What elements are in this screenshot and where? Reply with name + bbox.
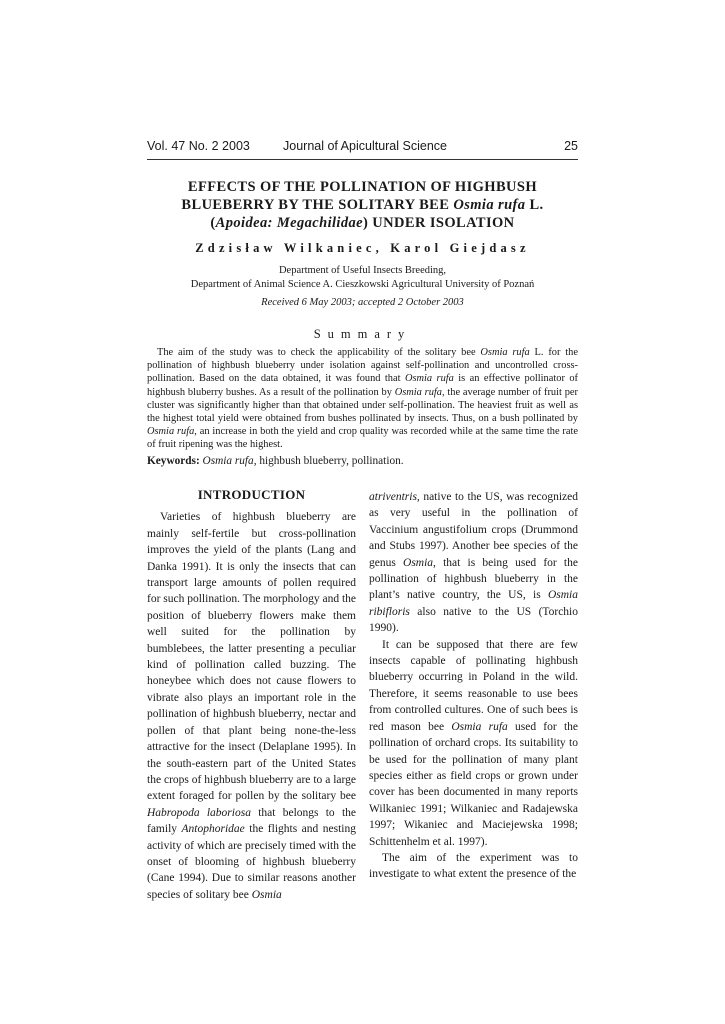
paragraph-run: , that is being used for the pollination of highbush blueberry in the plant’s native country, the US, is: [369, 556, 578, 602]
paragraph-run: Varieties of highbush blueberry are mainly self-fertile but cross-pollination improves the yield of the plants (Lang and Danka 1991). It is only the insects that can transport large amounts of pollen required for such pollination. The morphology and the position of blueberry flowers make them well suited for the pollination by bumblebees, the latter presenting a peculiar kind of pollination called buzzing. The honeybee which does not cause flowers to vibrate also plays an important role in the pollination of highbush blueberry, nectar and pollen of that plant being none-the-less attractive for the insect (Delaplane 1995). In the south-eastern part of the United States the crops of highbush blueberry are to a large extent foraged for pollen by the solitary bee: [147, 511, 356, 803]
keywords-rest: , highbush blueberry, pollination.: [253, 455, 404, 467]
introduction-heading: INTRODUCTION: [197, 487, 306, 502]
summary-text: [147, 346, 578, 452]
title-line-2: [147, 196, 578, 214]
running-header: [147, 139, 578, 160]
summary-run: The aim of the study was to check the applicability of the solitary bee: [157, 347, 481, 358]
affiliation-line-1: Department of Useful Insects Breeding,: [278, 265, 447, 276]
species-name: atriventris: [369, 491, 417, 503]
genus-name: Osmia: [403, 556, 434, 569]
authors: Zdzisław Wilkaniec, Karol Giejdasz: [195, 241, 530, 255]
title-species: Osmia rufa: [453, 197, 526, 213]
species-name: Osmia rufa: [451, 720, 508, 733]
species-name: Osmia ribifloris: [369, 589, 578, 618]
intro-paragraph-1: [147, 509, 356, 903]
title-text: BLUEBERRY BY THE SOLITARY BEE: [181, 197, 454, 213]
title-taxon: Apoidea: Megachilidae: [215, 215, 363, 231]
paragraph-run: used for the pollination of orchard crops. Its suitability to be used for the pollination of many plant species either as field crops or grown under cover has been documented in many reports Wilkaniec 1991; Wilkaniec and Radajewska 1997; Wikaniec and Maciejewska 1998; Schittenhelm et al. 1997).: [369, 720, 578, 848]
species-name: Habropoda laboriosa: [147, 806, 251, 819]
affiliation: [147, 264, 578, 292]
keywords: [147, 455, 578, 467]
article-title: [147, 178, 578, 232]
summary-run: , an increase in both the yield and crop quality was recorded while at the same time the rate of fruit ripening was the highest.: [147, 426, 578, 451]
keywords-label: Keywords:: [147, 455, 200, 467]
summary-run: is an effective pollinator of highbush bluberry bushes. As a result of the pollination by: [147, 373, 579, 398]
title-text: L.: [525, 197, 544, 213]
title-line-3: [147, 214, 578, 232]
summary-heading: Summary: [313, 327, 412, 341]
family-name: Antophoridae: [181, 823, 245, 836]
journal-volume: Vol. 47 No. 2 2003: [147, 139, 250, 153]
affiliation-line-2: Department of Animal Science A. Cieszkowski Agricultural University of Poznań: [190, 279, 535, 290]
summary-run: L. for the pollination of highbush blueberry under isolation against self-pollination and uncontrolled cross-pollination. Based on the data obtained, it was found that: [147, 347, 578, 385]
keyword-species: Osmia rufa: [202, 455, 254, 467]
title-text: (: [210, 215, 216, 231]
title-text: ) UNDER ISOLATION: [363, 215, 515, 231]
paragraph-run: , native to the US, was recognized as very useful in the pollination of Vaccinium angustifolium crops (Drummond and Stubs 1997). Another bee species of the genus: [369, 491, 578, 569]
page-number: 25: [564, 139, 578, 153]
paragraph-run: that belongs to the family: [147, 806, 356, 836]
genus-name: Osmia: [251, 888, 282, 901]
species-name: Osmia rufa: [404, 373, 454, 385]
title-line-1: EFFECTS OF THE POLLINATION OF HIGHBUSH: [187, 179, 538, 195]
intro-paragraph-1-continued: [369, 489, 578, 637]
received-date: Received 6 May 2003; accepted 2 October 2003: [261, 297, 464, 308]
summary-run: , the average number of fruit per cluster was significantly higher than that obtained under self-pollination. The heaviest fruit as well as the highest total yield were obtained from bushes pollinated by insects. Thus, on a bush pollinated by: [147, 386, 578, 425]
paragraph-run: It can be supposed that there are few insects capable of pollinating highbush blueberry occurring in Poland in the wild. Therefore, it seems reasonable to use bees from controlled cultures. One of such bees is red mason bee: [369, 638, 578, 733]
species-name: Osmia rufa: [394, 386, 442, 398]
species-name: Osmia rufa: [147, 426, 195, 438]
intro-paragraph-2: [369, 637, 578, 850]
paragraph-run: also native to the US (Torchio 1990).: [369, 605, 578, 635]
species-name: Osmia rufa: [480, 347, 530, 358]
right-column: [369, 489, 578, 883]
left-column: [147, 487, 356, 903]
intro-paragraph-3: The aim of the experiment was to investigate to what extent the presence of the: [369, 851, 578, 881]
journal-name: Journal of Apicultural Science: [283, 139, 447, 153]
paragraph-run: the flights and nesting activity of which are precisely timed with the onset of blooming of highbush blueberry (Cane 1994). Due to similar reasons another species of solitary bee: [147, 823, 356, 901]
